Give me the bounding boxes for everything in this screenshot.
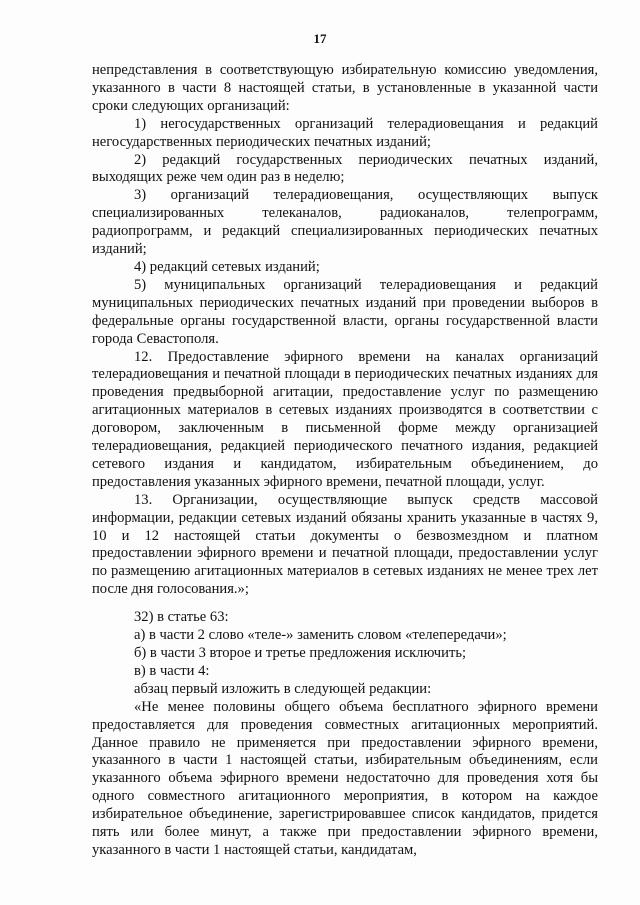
amendment-text: «Не менее половины общего объема бесплатного эфирного времени предоставляется для проведения совместных агитационных мероприятий. Данное правило не применяется при предоставлении эфирного времени, указанного в части 1 настоящей статьи, избирательным объединениям, если указанного объема эфирного времени недостаточно для проведения хотя бы одного совместного агитационного мероприятия, в котором на каждое избирательное объединение, зарегистрировавшее список кандидатов, придется пять или более минут, а также при предоставлении эфирного времени, указанного в части 1 настоящей статьи, кандидатам, <box>92 698 598 858</box>
paragraph-13: 13. Организации, осуществляющие выпуск средств массовой информации, редакции сетевых изданий обязаны хранить указанные в частях 9, 10 и 12 настоящей статьи документы о безвозмездном и платном предоставлении эфирного времени и печатной площади, предоставлении услуг по размещению агитационных материалов в сетевых изданиях не менее трех лет после дня голосования.»; <box>92 491 598 598</box>
paragraph-continuation: непредставления в соответствующую избирательную комиссию уведомления, указанного в части 8 настоящей статьи, в установленные в указанной части сроки следующих организаций: <box>92 62 598 114</box>
item-32-heading: 32) в статье 63: <box>134 609 229 626</box>
subitem-a: а) в части 2 слово «теле-» заменить словом «телепередачи»; <box>134 627 507 644</box>
document-body <box>92 62 598 860</box>
subitem-b: б) в части 3 второе и третье предложения исключить; <box>134 645 467 661</box>
subitem-v: в) в части 4: <box>134 662 210 679</box>
paragraph-12: 12. Предоставление эфирного времени на каналах организаций телерадиовещания и печатной площади в периодических печатных изданиях для проведения предвыборной агитации, предоставление услуг по размещению агитационных материалов в сетевых изданиях производятся в соответствии с договором, заключенным в письменной форме между организацией телерадиовещания, редакцией периодического печатного издания, редакцией сетевого издания и кандидатом, избирательным объединением, до предоставления указанных эфирного времени, печатной площади, услуг. <box>92 348 598 490</box>
list-item-1: 1) негосударственных организаций телерадиовещания и редакций негосударственных периодических печатных изданий; <box>92 115 598 150</box>
list-item-2: 2) редакций государственных периодических печатных изданий, выходящих реже чем один раз в неделю; <box>92 151 598 186</box>
list-item-4: 4) редакций сетевых изданий; <box>134 258 320 275</box>
amendment-intro: абзац первый изложить в следующей редакции: <box>134 680 432 697</box>
list-item-5: 5) муниципальных организаций телерадиовещания и редакций муниципальных периодических печатных изданий при проведении выборов в федеральные органы государственной власти, органы государственной власти города Севастополя. <box>92 276 598 347</box>
list-item-3: 3) организаций телерадиовещания, осуществляющих выпуск специализированных телеканалов, радиоканалов, телепрограмм, радиопрограмм, и редакций специализированных периодических печатных изданий; <box>92 187 598 258</box>
page-number: 17 <box>313 31 327 46</box>
